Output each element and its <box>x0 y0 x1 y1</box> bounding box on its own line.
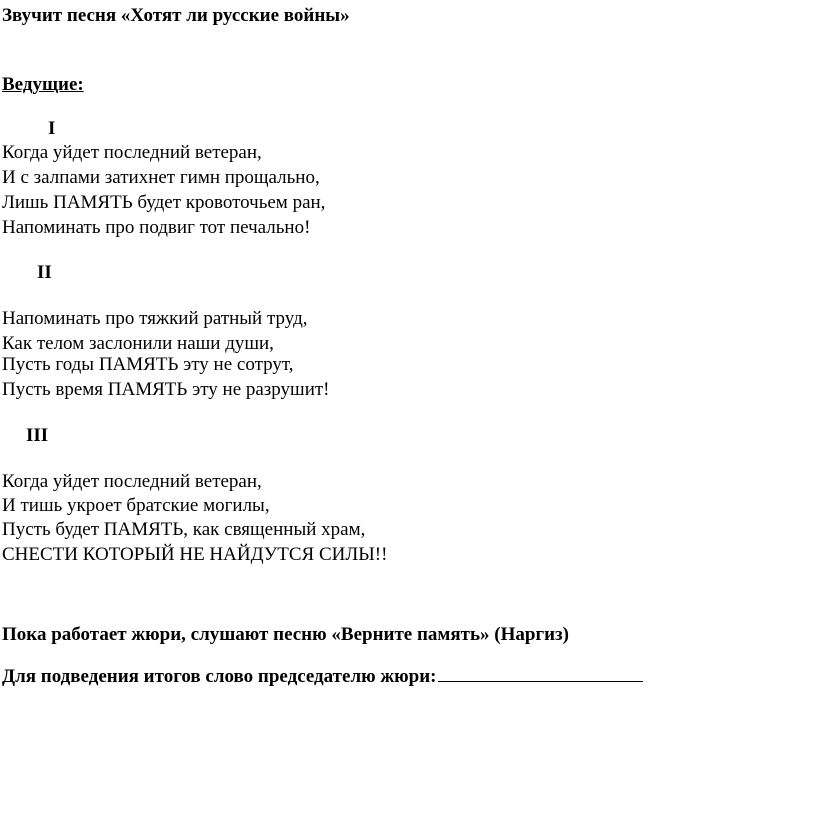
stanza-1-line-1: Когда уйдет последний ветеран, <box>2 142 262 163</box>
signature-blank-line <box>438 665 643 682</box>
stanza-3-line-3: Пусть будет ПАМЯТЬ, как священный храм, <box>2 519 366 540</box>
stanza-2-number: II <box>37 262 52 283</box>
results-note-text: Для подведения итогов слово председателю жюри: <box>2 666 437 687</box>
stanza-3-line-2: И тишь укроет братские могилы, <box>2 495 270 516</box>
stanza-2-line-4: Пусть время ПАМЯТЬ эту не разрушит! <box>2 379 330 400</box>
stanza-3-line-1: Когда уйдет последний ветеран, <box>2 471 262 492</box>
presenters-label: Ведущие: <box>2 74 84 95</box>
stanza-2-line-2: Как телом заслонили наши души, <box>2 333 274 354</box>
stanza-1-line-4: Напоминать про подвиг тот печально! <box>2 217 311 238</box>
jury-note: Пока работает жюри, слушают песню «Верните память» (Наргиз) <box>2 624 569 645</box>
stanza-1-number: I <box>48 118 56 139</box>
stanza-2-line-1: Напоминать про тяжкий ратный труд, <box>2 308 308 329</box>
stanza-1-line-3: Лишь ПАМЯТЬ будет кровоточьем ран, <box>2 192 326 213</box>
stanza-3-number: III <box>26 425 49 446</box>
stanza-1-line-2: И с залпами затихнет гимн прощально, <box>2 167 320 188</box>
results-note <box>2 665 643 688</box>
stanza-2-line-3: Пусть годы ПАМЯТЬ эту не сотрут, <box>2 354 294 375</box>
song-heading: Звучит песня «Хотят ли русские войны» <box>2 5 350 26</box>
stanza-3-line-4: СНЕСТИ КОТОРЫЙ НЕ НАЙДУТСЯ СИЛЫ!! <box>2 544 388 565</box>
